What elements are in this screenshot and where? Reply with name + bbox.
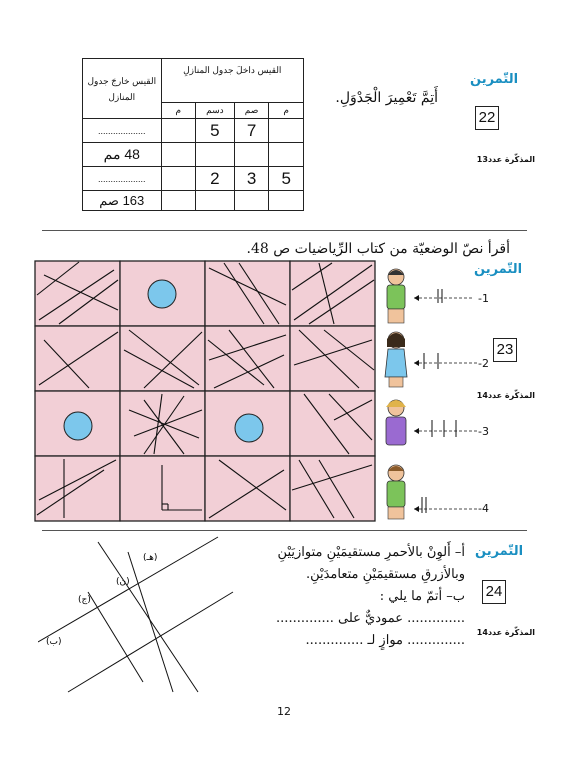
child-label-2: -2	[478, 357, 489, 370]
child-label-4: -4	[478, 502, 489, 515]
table-row	[83, 143, 304, 167]
table-cell[interactable]	[234, 143, 269, 167]
child-label-3: -3	[478, 425, 489, 438]
table-cell[interactable]	[269, 119, 304, 143]
table-cell[interactable]	[234, 191, 269, 211]
arrow-row	[414, 289, 474, 303]
outside-header: القيس خارجَ جدول المنازل	[83, 59, 162, 119]
section-divider	[42, 530, 527, 531]
grid-cell[interactable]	[35, 391, 120, 456]
table-row	[83, 119, 304, 143]
arrow-row	[414, 353, 478, 369]
grid-cell[interactable]	[35, 456, 120, 521]
line-label-n: (ن)	[116, 577, 130, 587]
table-row	[83, 191, 304, 211]
section-divider	[42, 230, 527, 231]
grid-cell[interactable]	[290, 261, 375, 326]
lines-figure	[38, 532, 238, 697]
children-figures	[378, 265, 490, 527]
table-cell[interactable]	[161, 167, 196, 191]
grid-cell[interactable]	[290, 326, 375, 391]
exercise-23-memo: المذكّرة عدد14	[476, 391, 535, 400]
fill-line-2[interactable]: .............. موازٍ لـ ..............	[305, 633, 465, 648]
child-label-1: -1	[478, 292, 489, 305]
grid-cell[interactable]	[205, 326, 290, 391]
grid-cell[interactable]	[120, 391, 205, 456]
table-cell[interactable]	[269, 143, 304, 167]
table-cell[interactable]: 5	[196, 119, 235, 143]
child-figure	[385, 332, 407, 387]
fill-line-1[interactable]: .............. عموديٌّ على ..............	[276, 611, 465, 626]
instruction-a-line2: وبالأزرقِ مستقيمَيْنِ متعامدَيْنِ.	[305, 567, 465, 582]
exercise-23-number: 23	[493, 338, 517, 362]
grid-cell[interactable]	[120, 326, 205, 391]
grid-cell[interactable]	[35, 326, 120, 391]
grid-cell[interactable]	[205, 456, 290, 521]
line-label-b: (ب)	[46, 637, 62, 647]
instruction-b: ب– أتمّ ما يلي :	[379, 589, 465, 604]
exercise-24-number: 24	[482, 580, 506, 604]
table-cell[interactable]: 7	[234, 119, 269, 143]
grid-cell[interactable]	[35, 261, 120, 326]
col-header: م	[269, 103, 304, 119]
exercise-24-memo: المذكّرة عدد14	[476, 628, 535, 637]
table-cell[interactable]: 5	[269, 167, 304, 191]
table-row	[83, 167, 304, 191]
exercise-22-number: 22	[475, 106, 499, 130]
child-figure	[386, 400, 406, 445]
table-cell[interactable]	[269, 191, 304, 211]
inside-header: القيس داخلَ جدول المنازلِ	[161, 59, 303, 103]
blue-dot	[235, 414, 263, 442]
blue-dot	[148, 280, 176, 308]
grid-cell[interactable]	[290, 391, 375, 456]
grid-cell[interactable]	[205, 391, 290, 456]
exercise-22-instruction: أَتِمَّ تَعْمِيرَ الْجَدْوَلِ.	[335, 90, 438, 106]
exercise-22-title: التّمرين	[470, 72, 519, 87]
col-header: م	[161, 103, 196, 119]
instruction-a-line1: أ– أَلوِنْ بالأحمرِ مستقيمَيْنِ متوازيَيْنِ	[277, 545, 465, 560]
grid-cell[interactable]	[120, 456, 205, 521]
lines-grid	[34, 260, 376, 522]
grid-cell[interactable]	[290, 456, 375, 521]
exercise-23-title: التّمرين	[474, 262, 523, 277]
grid-cell[interactable]	[120, 261, 205, 326]
page-number: 12	[277, 705, 291, 718]
outside-cell[interactable]: ...................	[83, 167, 162, 191]
exercise-24-title: التّمرين	[475, 544, 524, 559]
exercise-23-instruction: أقرأ نصّ الوضعيّة من كتاب الرِّياضيات ص 48.	[246, 241, 510, 257]
table-cell[interactable]	[196, 143, 235, 167]
table-cell[interactable]: 3	[234, 167, 269, 191]
table-cell[interactable]: 2	[196, 167, 235, 191]
col-header: دسم	[196, 103, 235, 119]
exercise-24-text	[255, 542, 465, 652]
child-figure	[387, 269, 405, 323]
line-label-j: (ج)	[78, 595, 91, 605]
outside-cell: 48 مم	[83, 143, 162, 167]
table-cell[interactable]	[196, 191, 235, 211]
table-cell[interactable]	[161, 143, 196, 167]
line-label-h: (هـ)	[143, 553, 158, 563]
grid-cell[interactable]	[205, 261, 290, 326]
outside-cell: 163 صم	[83, 191, 162, 211]
col-header: صم	[234, 103, 269, 119]
table-cell[interactable]	[161, 191, 196, 211]
arrow-row	[414, 420, 478, 437]
table-cell[interactable]	[161, 119, 196, 143]
child-figure	[387, 465, 405, 519]
units-table	[82, 58, 304, 211]
arrow-row	[414, 497, 478, 513]
blue-dot	[64, 412, 92, 440]
exercise-22-memo: المذكّرة عدد13	[476, 155, 535, 164]
outside-cell[interactable]: ...................	[83, 119, 162, 143]
